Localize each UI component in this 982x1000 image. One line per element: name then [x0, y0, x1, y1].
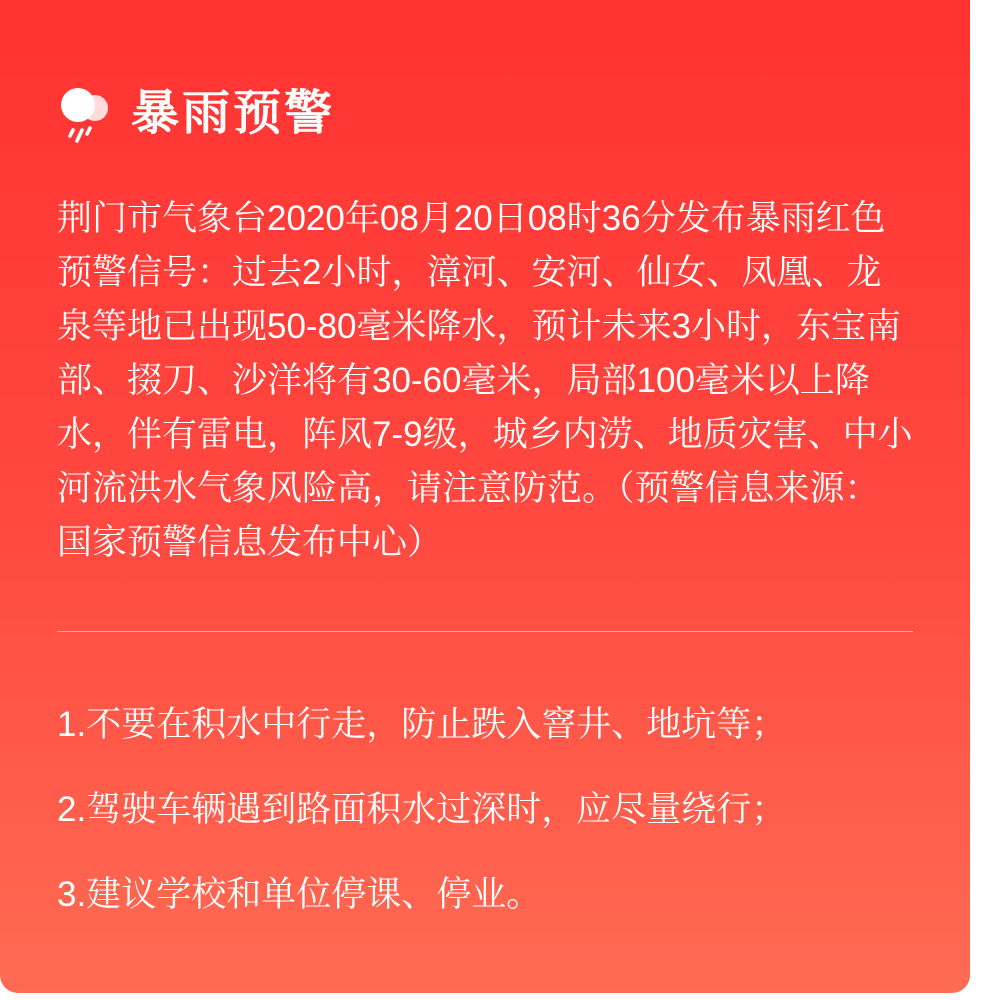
alert-title: 暴雨预警: [131, 87, 336, 140]
safety-tip-1: 1.不要在积水中行走，防止跌入窨井、地坑等；: [57, 705, 787, 744]
safety-tip-2: 2.驾驶车辆遇到路面积水过深时，应尽量绕行；: [57, 790, 787, 829]
cloud-rain-icon: [57, 82, 109, 146]
safety-tip-3: 3.建议学校和单位停课、停业。: [57, 875, 542, 914]
safety-tips-list: [57, 698, 913, 922]
divider: [57, 631, 913, 632]
alert-header: [57, 0, 913, 146]
alert-body-text: 荆门市气象台2020年08月20日08时36分发布暴雨红色预警信号：过去2小时，漳河、安河、仙女、凤凰、龙泉等地已出现50-80毫米降水，预计未来3小时，东宝南部、掇刀、沙洋将有30-60毫米，局部100毫米以上降水，伴有雷电，阵风7-9级，城乡内涝、地质灾害、中小河流洪水气象风险高，请注意防范。（预警信息来源：国家预警信息发布中心）: [57, 199, 913, 562]
